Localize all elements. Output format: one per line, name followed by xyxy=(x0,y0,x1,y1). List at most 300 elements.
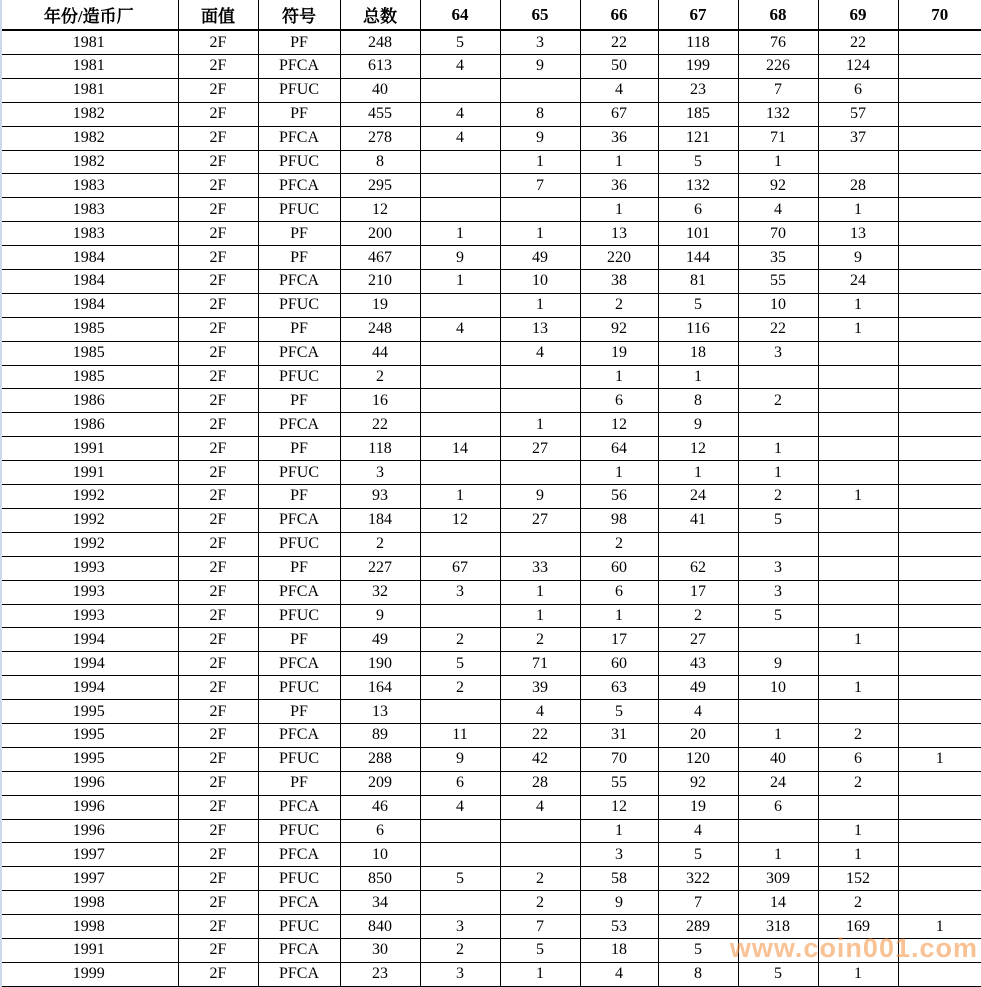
table-cell: 4 xyxy=(420,317,500,341)
table-cell: 2 xyxy=(818,723,898,747)
table-cell: 1 xyxy=(818,293,898,317)
table-cell: 1985 xyxy=(0,317,178,341)
table-cell: 1 xyxy=(500,222,580,246)
table-cell: 1986 xyxy=(0,413,178,437)
table-cell: 43 xyxy=(658,652,738,676)
table-cell xyxy=(818,604,898,628)
table-cell: PF xyxy=(258,771,340,795)
table-cell: 10 xyxy=(738,676,818,700)
table-cell: 27 xyxy=(500,508,580,532)
table-cell: 57 xyxy=(818,102,898,126)
header-year-mint: 年份/造币厂 xyxy=(0,0,178,30)
table-cell: 2 xyxy=(340,365,420,389)
table-cell xyxy=(898,293,981,317)
table-cell: PFCA xyxy=(258,962,340,986)
table-cell: 1 xyxy=(500,580,580,604)
table-row xyxy=(0,604,981,628)
table-cell: 1 xyxy=(658,365,738,389)
table-cell: 248 xyxy=(340,317,420,341)
table-cell: 288 xyxy=(340,747,420,771)
table-cell: 32 xyxy=(340,580,420,604)
table-cell: 2 xyxy=(500,628,580,652)
table-cell: 1 xyxy=(738,723,818,747)
table-cell xyxy=(420,843,500,867)
table-cell: 7 xyxy=(738,78,818,102)
table-cell xyxy=(420,293,500,317)
table-cell: 71 xyxy=(500,652,580,676)
table-cell: 209 xyxy=(340,771,420,795)
table-cell xyxy=(420,198,500,222)
table-cell: 132 xyxy=(738,102,818,126)
table-cell: 1 xyxy=(580,150,658,174)
table-row xyxy=(0,317,981,341)
table-cell: 2F xyxy=(178,891,258,915)
table-cell: 19 xyxy=(580,341,658,365)
table-cell xyxy=(420,532,500,556)
table-cell: 2F xyxy=(178,915,258,939)
table-cell xyxy=(898,532,981,556)
table-row xyxy=(0,437,981,461)
table-cell xyxy=(898,246,981,270)
table-cell: 1999 xyxy=(0,962,178,986)
table-cell xyxy=(818,938,898,962)
table-cell: PF xyxy=(258,389,340,413)
table-cell xyxy=(818,508,898,532)
table-cell: 28 xyxy=(500,771,580,795)
table-cell: PFCA xyxy=(258,891,340,915)
table-cell: 1994 xyxy=(0,628,178,652)
table-cell: 1 xyxy=(818,485,898,509)
table-cell: 118 xyxy=(658,30,738,55)
table-cell: 2F xyxy=(178,938,258,962)
table-cell: 4 xyxy=(420,795,500,819)
table-cell: 278 xyxy=(340,126,420,150)
table-cell: 1981 xyxy=(0,30,178,55)
table-cell: 18 xyxy=(580,938,658,962)
table-cell xyxy=(818,437,898,461)
table-cell xyxy=(818,580,898,604)
table-cell: 17 xyxy=(580,628,658,652)
table-cell: 144 xyxy=(658,246,738,270)
table-cell: 2F xyxy=(178,843,258,867)
table-cell: 2F xyxy=(178,867,258,891)
table-cell: PFCA xyxy=(258,652,340,676)
table-cell: 4 xyxy=(420,102,500,126)
table-cell: 1995 xyxy=(0,747,178,771)
table-cell xyxy=(898,628,981,652)
table-row xyxy=(0,102,981,126)
table-cell: 89 xyxy=(340,723,420,747)
table-cell: 5 xyxy=(420,30,500,55)
table-cell: 185 xyxy=(658,102,738,126)
table-cell xyxy=(818,700,898,724)
table-cell: 5 xyxy=(658,293,738,317)
table-cell: 2F xyxy=(178,962,258,986)
table-cell: 152 xyxy=(818,867,898,891)
table-cell xyxy=(818,150,898,174)
table-cell: 2 xyxy=(340,532,420,556)
table-cell: 2F xyxy=(178,55,258,79)
table-cell: 23 xyxy=(340,962,420,986)
table-cell: 2F xyxy=(178,413,258,437)
table-cell: 2F xyxy=(178,676,258,700)
table-cell: 24 xyxy=(738,771,818,795)
table-cell: 1992 xyxy=(0,485,178,509)
table-cell: 3 xyxy=(738,580,818,604)
table-cell: 10 xyxy=(340,843,420,867)
table-cell: 9 xyxy=(500,485,580,509)
table-cell: 20 xyxy=(658,723,738,747)
table-cell xyxy=(818,389,898,413)
table-cell: 40 xyxy=(738,747,818,771)
table-body xyxy=(0,30,981,987)
table-cell xyxy=(898,437,981,461)
table-cell: 1991 xyxy=(0,938,178,962)
table-row xyxy=(0,867,981,891)
table-cell: 62 xyxy=(658,556,738,580)
table-cell: 9 xyxy=(500,55,580,79)
table-cell: 1993 xyxy=(0,604,178,628)
table-cell: 3 xyxy=(738,556,818,580)
table-cell: 1993 xyxy=(0,556,178,580)
table-cell: 4 xyxy=(658,700,738,724)
table-cell: 4 xyxy=(500,795,580,819)
table-cell: 1982 xyxy=(0,150,178,174)
table-cell xyxy=(898,30,981,55)
header-grade-64: 64 xyxy=(420,0,500,30)
table-cell: 13 xyxy=(340,700,420,724)
table-cell: 1 xyxy=(738,150,818,174)
table-cell: 120 xyxy=(658,747,738,771)
table-cell: 227 xyxy=(340,556,420,580)
table-cell: 1 xyxy=(818,628,898,652)
table-cell: 14 xyxy=(738,891,818,915)
table-cell: PFUC xyxy=(258,747,340,771)
table-cell: 1982 xyxy=(0,102,178,126)
table-cell: 24 xyxy=(818,270,898,294)
table-cell: PFUC xyxy=(258,676,340,700)
table-cell: 2F xyxy=(178,819,258,843)
table-cell: 16 xyxy=(340,389,420,413)
table-cell: 70 xyxy=(738,222,818,246)
table-cell xyxy=(738,938,818,962)
table-cell: 22 xyxy=(500,723,580,747)
table-row xyxy=(0,461,981,485)
table-cell xyxy=(420,174,500,198)
table-row xyxy=(0,198,981,222)
table-cell: 93 xyxy=(340,485,420,509)
table-cell: 9 xyxy=(420,246,500,270)
table-cell: 613 xyxy=(340,55,420,79)
header-symbol: 符号 xyxy=(258,0,340,30)
table-cell: 11 xyxy=(420,723,500,747)
table-cell: 6 xyxy=(818,747,898,771)
table-cell: 1981 xyxy=(0,78,178,102)
table-cell: 1997 xyxy=(0,843,178,867)
table-cell: PF xyxy=(258,246,340,270)
table-cell: 169 xyxy=(818,915,898,939)
table-cell xyxy=(738,532,818,556)
table-cell: PFCA xyxy=(258,55,340,79)
table-cell: 10 xyxy=(738,293,818,317)
table-cell xyxy=(898,700,981,724)
table-cell: 17 xyxy=(658,580,738,604)
table-cell: 67 xyxy=(580,102,658,126)
table-cell: 2 xyxy=(658,604,738,628)
table-cell: 1 xyxy=(420,485,500,509)
table-cell: PFUC xyxy=(258,293,340,317)
table-cell xyxy=(898,102,981,126)
table-cell: 220 xyxy=(580,246,658,270)
table-cell xyxy=(898,174,981,198)
table-cell: 4 xyxy=(420,126,500,150)
table-cell xyxy=(898,55,981,79)
table-cell: 13 xyxy=(818,222,898,246)
table-cell: 1992 xyxy=(0,532,178,556)
table-cell: 184 xyxy=(340,508,420,532)
table-cell: PF xyxy=(258,437,340,461)
table-cell: 1986 xyxy=(0,389,178,413)
table-cell: 2F xyxy=(178,246,258,270)
table-cell: 5 xyxy=(580,700,658,724)
table-cell: 1994 xyxy=(0,652,178,676)
table-cell: 295 xyxy=(340,174,420,198)
table-cell xyxy=(420,413,500,437)
table-header xyxy=(0,0,981,30)
table-cell: 121 xyxy=(658,126,738,150)
table-cell: 1 xyxy=(818,962,898,986)
table-cell: 2 xyxy=(818,771,898,795)
table-cell: PF xyxy=(258,700,340,724)
table-cell xyxy=(500,365,580,389)
table-cell: 1983 xyxy=(0,198,178,222)
table-cell: 1985 xyxy=(0,341,178,365)
table-cell: PFUC xyxy=(258,867,340,891)
table-cell xyxy=(500,843,580,867)
table-cell: 70 xyxy=(580,747,658,771)
table-cell: 12 xyxy=(580,413,658,437)
table-cell: 23 xyxy=(658,78,738,102)
table-row xyxy=(0,676,981,700)
table-cell: PFUC xyxy=(258,915,340,939)
table-cell: 2F xyxy=(178,747,258,771)
table-cell: 60 xyxy=(580,652,658,676)
left-edge-strip xyxy=(0,0,2,987)
table-cell: PFUC xyxy=(258,604,340,628)
table-cell: 12 xyxy=(580,795,658,819)
table-cell: 2F xyxy=(178,485,258,509)
table-row xyxy=(0,891,981,915)
table-row xyxy=(0,962,981,986)
table-cell: 1995 xyxy=(0,723,178,747)
header-grade-69: 69 xyxy=(818,0,898,30)
table-cell: 1997 xyxy=(0,867,178,891)
table-row xyxy=(0,413,981,437)
table-cell: 34 xyxy=(340,891,420,915)
table-row xyxy=(0,771,981,795)
table-cell: 1 xyxy=(738,437,818,461)
table-row xyxy=(0,270,981,294)
table-cell xyxy=(420,78,500,102)
table-cell: 1984 xyxy=(0,270,178,294)
table-cell: 1 xyxy=(420,222,500,246)
table-cell: PFCA xyxy=(258,938,340,962)
table-row xyxy=(0,819,981,843)
table-cell: 1996 xyxy=(0,771,178,795)
table-cell xyxy=(818,461,898,485)
table-cell xyxy=(818,413,898,437)
table-cell: 92 xyxy=(580,317,658,341)
table-cell xyxy=(738,413,818,437)
table-cell: 71 xyxy=(738,126,818,150)
table-cell: 1996 xyxy=(0,819,178,843)
header-grade-67: 67 xyxy=(658,0,738,30)
table-cell: 200 xyxy=(340,222,420,246)
table-cell: 12 xyxy=(658,437,738,461)
table-cell xyxy=(738,628,818,652)
table-cell: 1985 xyxy=(0,365,178,389)
table-cell: 22 xyxy=(340,413,420,437)
table-row xyxy=(0,747,981,771)
table-cell: 116 xyxy=(658,317,738,341)
table-cell xyxy=(898,150,981,174)
table-cell: 1 xyxy=(738,843,818,867)
table-cell: PF xyxy=(258,30,340,55)
table-cell: 92 xyxy=(738,174,818,198)
table-cell: 7 xyxy=(500,174,580,198)
table-cell: 2F xyxy=(178,102,258,126)
table-row xyxy=(0,795,981,819)
table-cell: 2F xyxy=(178,270,258,294)
table-cell: 2F xyxy=(178,580,258,604)
table-cell: 92 xyxy=(658,771,738,795)
table-cell: 60 xyxy=(580,556,658,580)
table-cell: PFUC xyxy=(258,78,340,102)
table-cell: 164 xyxy=(340,676,420,700)
table-cell: 42 xyxy=(500,747,580,771)
table-cell: 850 xyxy=(340,867,420,891)
table-cell: 36 xyxy=(580,174,658,198)
table-cell: 2F xyxy=(178,389,258,413)
table-cell: 1 xyxy=(818,317,898,341)
table-cell: 5 xyxy=(658,938,738,962)
table-cell: 199 xyxy=(658,55,738,79)
table-cell: 50 xyxy=(580,55,658,79)
table-cell: PFCA xyxy=(258,413,340,437)
table-cell: 9 xyxy=(420,747,500,771)
table-cell: 2F xyxy=(178,532,258,556)
table-cell: 1 xyxy=(818,819,898,843)
table-cell: 190 xyxy=(340,652,420,676)
table-cell: 22 xyxy=(580,30,658,55)
table-cell: PFCA xyxy=(258,508,340,532)
table-cell xyxy=(898,771,981,795)
header-grade-68: 68 xyxy=(738,0,818,30)
table-cell: 2 xyxy=(738,485,818,509)
table-cell: 1 xyxy=(500,962,580,986)
table-cell xyxy=(898,867,981,891)
table-cell xyxy=(898,556,981,580)
table-cell: 1 xyxy=(420,270,500,294)
table-cell: 3 xyxy=(420,962,500,986)
table-cell: 6 xyxy=(738,795,818,819)
table-cell: 2F xyxy=(178,30,258,55)
table-cell: 5 xyxy=(658,150,738,174)
table-cell: 49 xyxy=(500,246,580,270)
table-cell xyxy=(898,365,981,389)
table-cell: PFUC xyxy=(258,150,340,174)
table-cell: 8 xyxy=(658,962,738,986)
table-cell: 1992 xyxy=(0,508,178,532)
table-cell: PFUC xyxy=(258,461,340,485)
table-cell: 1983 xyxy=(0,174,178,198)
table-cell: 132 xyxy=(658,174,738,198)
table-cell xyxy=(898,508,981,532)
table-cell: 41 xyxy=(658,508,738,532)
table-cell xyxy=(420,461,500,485)
table-cell: 19 xyxy=(340,293,420,317)
table-cell: 6 xyxy=(818,78,898,102)
table-cell: 1998 xyxy=(0,915,178,939)
table-cell: 12 xyxy=(420,508,500,532)
table-cell: 1 xyxy=(580,198,658,222)
table-cell xyxy=(898,795,981,819)
table-cell: 40 xyxy=(340,78,420,102)
table-cell: PFCA xyxy=(258,843,340,867)
table-cell: 322 xyxy=(658,867,738,891)
table-cell xyxy=(898,222,981,246)
table-row xyxy=(0,389,981,413)
table-cell: PFUC xyxy=(258,819,340,843)
table-cell: 4 xyxy=(580,962,658,986)
table-cell xyxy=(898,270,981,294)
table-cell: 2F xyxy=(178,723,258,747)
table-cell: 3 xyxy=(340,461,420,485)
table-cell xyxy=(898,652,981,676)
table-cell xyxy=(898,676,981,700)
table-row xyxy=(0,341,981,365)
table-cell: 1 xyxy=(580,461,658,485)
table-cell: 2 xyxy=(420,676,500,700)
table-cell: 5 xyxy=(738,604,818,628)
table-cell xyxy=(818,532,898,556)
table-row xyxy=(0,938,981,962)
table-cell: 2F xyxy=(178,174,258,198)
table-cell: 98 xyxy=(580,508,658,532)
table-cell: 226 xyxy=(738,55,818,79)
table-cell: 81 xyxy=(658,270,738,294)
table-cell xyxy=(500,819,580,843)
table-cell: 2F xyxy=(178,293,258,317)
table-row xyxy=(0,30,981,55)
table-row xyxy=(0,485,981,509)
table-cell: 1 xyxy=(500,293,580,317)
table-cell: 8 xyxy=(340,150,420,174)
table-cell: 2 xyxy=(500,891,580,915)
table-cell: PFUC xyxy=(258,365,340,389)
watermark: www.coin001.com xyxy=(729,933,978,963)
table-cell: 1 xyxy=(818,676,898,700)
table-cell xyxy=(500,532,580,556)
table-cell: 27 xyxy=(658,628,738,652)
table-cell xyxy=(898,78,981,102)
table-row xyxy=(0,365,981,389)
table-cell xyxy=(500,389,580,413)
table-cell: 118 xyxy=(340,437,420,461)
table-row xyxy=(0,293,981,317)
table-cell: 2 xyxy=(580,532,658,556)
header-denomination: 面值 xyxy=(178,0,258,30)
